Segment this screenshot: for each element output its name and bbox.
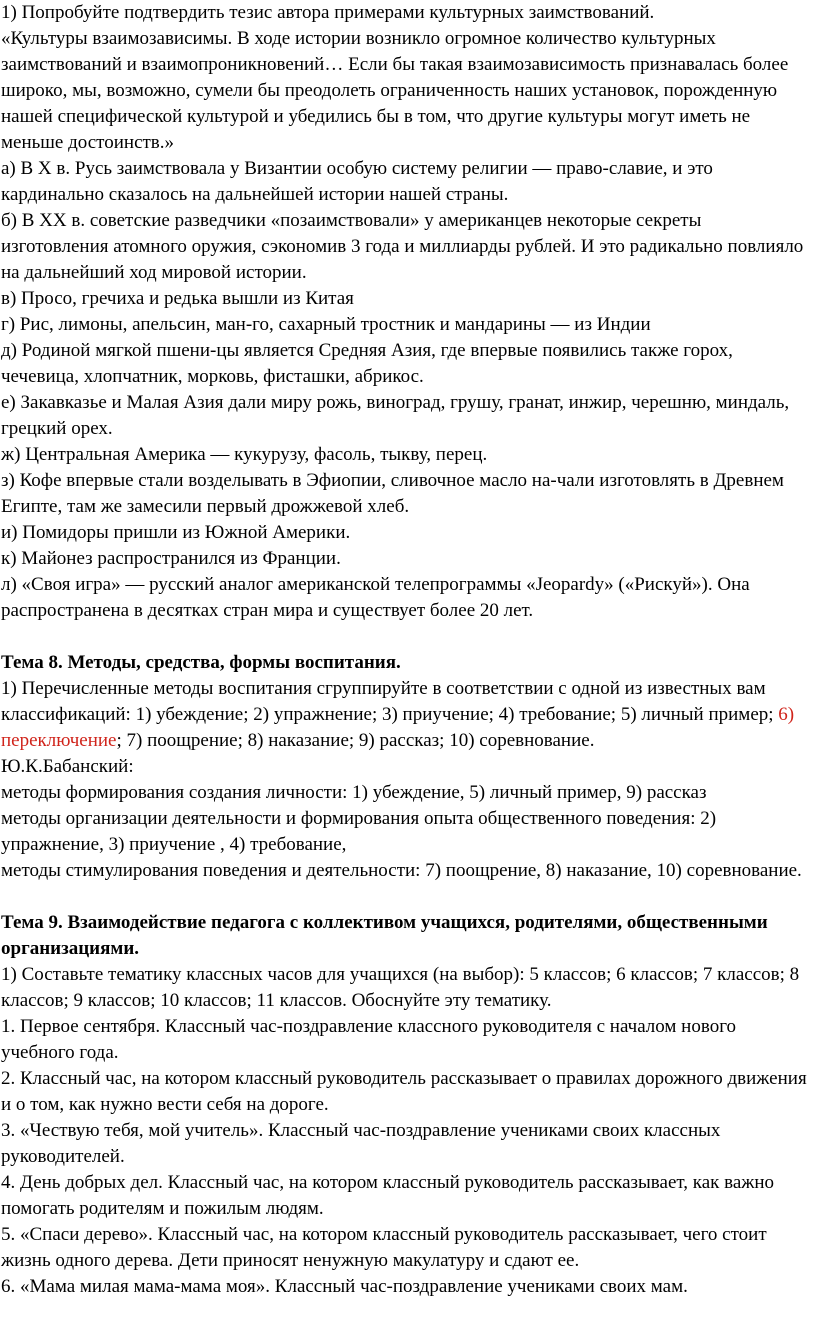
- example-z: з) Кофе впервые стали возделывать в Эфиопии, сливочное масло на-чали изготовлять в Древнем Египте, там же замесили первый дрожжевой хлеб.: [1, 470, 784, 517]
- topic8-task-text: 1) Перечисленные методы воспитания сгруппируйте в соответствии с одной из известных вам классификаций: 1) убеждение; 2) упражнение; 3) приучение; 4) требование; 5) личный пример;: [1, 678, 779, 725]
- example-d: д) Родиной мягкой пшени-цы является Средняя Азия, где впервые появились также горох, чечевица, хлопчатник, морковь, фисташки, абрикос.: [1, 340, 733, 387]
- topic8-heading: Тема 8. Методы, средства, формы воспитания.: [1, 652, 401, 673]
- highlighted-method: 6) переключение: [1, 704, 795, 751]
- class-hour-6: 6. «Мама милая мама-мама моя». Классный час-поздравление учениками своих мам.: [1, 1276, 688, 1297]
- class-hour-3: 3. «Чествую тебя, мой учитель». Классный час-поздравление учениками своих классных руководителей.: [1, 1120, 721, 1167]
- method-group-2: методы организации деятельности и формирования опыта общественного поведения: 2) упражнение, 3) приучение , 4) требование,: [1, 808, 717, 855]
- cultural-task: 1) Попробуйте подтвердить тезис автора примерами культурных заимствований.: [1, 2, 655, 23]
- example-g: г) Рис, лимоны, апельсин, ман-го, сахарный тростник и мандарины — из Индии: [1, 314, 651, 335]
- method-group-1: методы формирования создания личности: 1) убеждение, 5) личный пример, 9) рассказ: [1, 782, 707, 803]
- example-k: к) Майонез распространился из Франции.: [1, 548, 341, 569]
- class-hour-5: 5. «Спаси дерево». Классный час, на котором классный руководитель рассказывает, чего стоит жизнь одного дерева. Дети приносят ненужную макулатуру и сдают ее.: [1, 1224, 767, 1271]
- class-hour-4: 4. День добрых дел. Классный час, на котором классный руководитель рассказывает, как важно помогать родителям и пожилым людям.: [1, 1172, 775, 1219]
- spacer: [1, 624, 813, 650]
- spacer: [1, 884, 813, 910]
- class-hour-2: 2. Классный час, на котором классный руководитель рассказывает о правилах дорожного движения и о том, как нужно вести себя на дороге.: [1, 1068, 807, 1115]
- example-i: и) Помидоры пришли из Южной Америки.: [1, 522, 351, 543]
- example-e: е) Закавказье и Малая Азия дали миру рожь, виноград, грушу, гранат, инжир, черешню, миндаль, грецкий орех.: [1, 392, 790, 439]
- example-a: а) В Х в. Русь заимствовала у Византии особую систему религии — право-славие, и это кардинально сказалось на дальнейшей истории нашей страны.: [1, 158, 713, 205]
- topic9-task: 1) Составьте тематику классных часов для учащихся (на выбор): 5 классов; 6 классов; 7 классов; 8 классов; 9 классов; 10 классов; 11 классов. Обоснуйте эту тематику.: [1, 964, 800, 1011]
- topic8-task-text-end: ; 7) поощрение; 8) наказание; 9) рассказ; 10) соревнование.: [116, 730, 595, 751]
- example-v: в) Просо, гречиха и редька вышли из Китая: [1, 288, 354, 309]
- example-zh: ж) Центральная Америка — кукурузу, фасоль, тыкву, перец.: [1, 444, 488, 465]
- example-l: л) «Своя игра» — русский аналог американской телепрограммы «Jeopardy» («Рискуй»). Она распространена в десятках стран мира и существует более 20 лет.: [1, 574, 750, 621]
- topic8-task: [1, 676, 813, 754]
- topic9-heading: Тема 9. Взаимодействие педагога с коллективом учащихся, родителями, общественными организациями.: [1, 912, 768, 959]
- method-group-3: методы стимулирования поведения и деятельности: 7) поощрение, 8) наказание, 10) соревнование.: [1, 860, 802, 881]
- author-quote: «Культуры взаимозависимы. В ходе истории возникло огромное количество культурных заимствований и взаимопроникновений… Если бы такая взаимозависимость признавалась более широко, мы, возможно, сумели бы преодолеть ограниченность наших установок, порожденную нашей специфической культурой и убедились бы в том, что другие культуры могут иметь не меньше достоинств.»: [1, 28, 789, 153]
- classification-author: Ю.К.Бабанский:: [1, 756, 134, 777]
- class-hour-1: 1. Первое сентября. Классный час-поздравление классного руководителя с началом нового учебного года.: [1, 1016, 737, 1063]
- example-b: б) В XX в. советские разведчики «позаимствовали» у американцев некоторые секреты изготовления атомного оружия, сэкономив 3 года и миллиарды рублей. И это радикально повлияло на дальнейший ход мировой истории.: [1, 210, 804, 283]
